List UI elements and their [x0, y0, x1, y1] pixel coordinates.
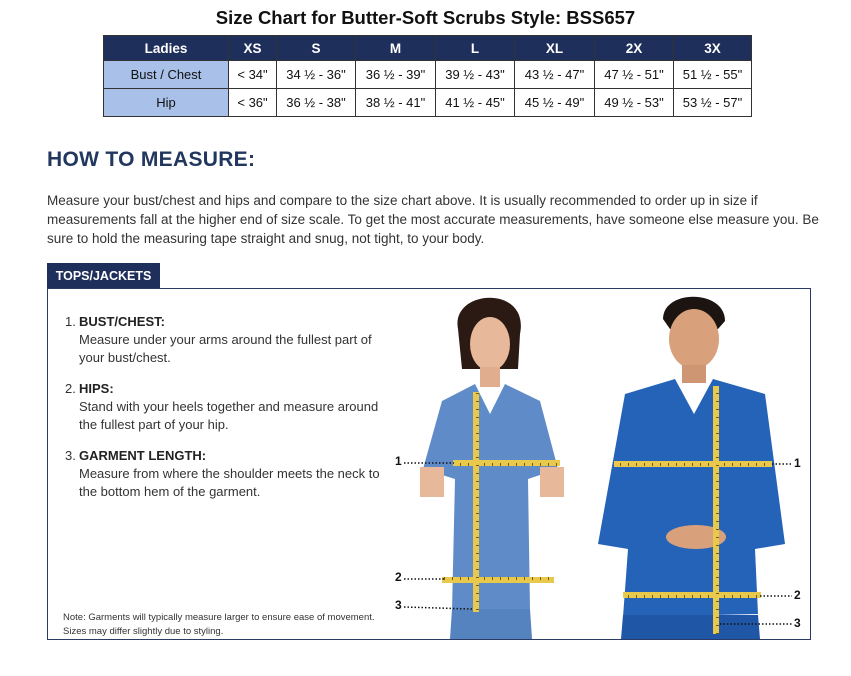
how-to-measure-text: Measure your bust/chest and hips and compare to the size chart above. It is usually recommended to order up in size if measurements fall at the higher end of size scale. To get the most accurate measurements, have someone else measure you. Be sure to hold the measuring tape straight and snug, not tight, to your body.: [47, 193, 819, 246]
woman-neck: [480, 367, 500, 387]
table-cell: 43 ½ - 47": [515, 61, 595, 89]
measurement-steps: [65, 313, 395, 514]
column-header: XS: [229, 36, 277, 61]
step-title: GARMENT LENGTH:: [79, 448, 207, 463]
table-cell: 38 ½ - 41": [356, 89, 436, 117]
table-cell: < 34": [229, 61, 277, 89]
table-row: [104, 89, 752, 117]
table-cell: 47 ½ - 51": [595, 61, 674, 89]
size-chart-table: [103, 35, 752, 117]
table-cell: 36 ½ - 39": [356, 61, 436, 89]
table-cell: 53 ½ - 57": [674, 89, 752, 117]
woman-model-figure: [420, 298, 564, 639]
table-row: [104, 61, 752, 89]
table-cell: < 36": [229, 89, 277, 117]
step-number: 2.: [65, 381, 76, 396]
woman-arm-right: [540, 467, 564, 497]
step-bust-chest: [65, 313, 395, 367]
tape-hip-man: [623, 592, 761, 598]
table-header-row: [104, 36, 752, 61]
woman-scrub-top: [423, 384, 558, 611]
tape-bust-woman: [453, 460, 560, 466]
table-cell: 51 ½ - 55": [674, 61, 752, 89]
step-number: 1.: [65, 314, 76, 329]
row-label: Hip: [104, 89, 229, 117]
woman-scrub-pants: [450, 609, 532, 639]
tape-hip-woman: [442, 577, 554, 583]
woman-face: [470, 317, 510, 371]
step-description: Stand with your heels together and measure around the fullest part of your hip.: [79, 399, 379, 432]
measurement-figures: [380, 289, 810, 639]
step-title: BUST/CHEST:: [79, 314, 165, 329]
table-cell: 45 ½ - 49": [515, 89, 595, 117]
man-scrub-top: [598, 379, 785, 617]
step-title: HIPS:: [79, 381, 114, 396]
marker-3-right: 3: [794, 616, 801, 630]
column-header: Ladies: [104, 36, 229, 61]
marker-1-left: 1: [395, 454, 402, 468]
column-header: S: [277, 36, 356, 61]
sizing-note: Note: Garments will typically measure larger to ensure ease of movement. Sizes may differ slightly due to styling.: [63, 612, 375, 637]
man-neck: [682, 365, 706, 383]
marker-2-left: 2: [395, 570, 402, 584]
step-description: Measure from where the shoulder meets the neck to the bottom hem of the garment.: [79, 466, 380, 499]
step-number: 3.: [65, 448, 76, 463]
tape-length-man: [713, 386, 719, 634]
tab-tops-jackets[interactable]: TOPS/JACKETS: [47, 263, 160, 289]
column-header: M: [356, 36, 436, 61]
table-cell: 41 ½ - 45": [436, 89, 515, 117]
column-header: XL: [515, 36, 595, 61]
marker-2-right: 2: [794, 588, 801, 602]
column-header: L: [436, 36, 515, 61]
step-description: Measure under your arms around the fullest part of your bust/chest.: [79, 332, 372, 365]
table-cell: 34 ½ - 36": [277, 61, 356, 89]
step-hips: [65, 380, 395, 434]
tape-length-woman: [473, 392, 479, 612]
man-model-figure: [598, 297, 785, 639]
marker-1-right: 1: [794, 456, 801, 470]
marker-3-left: 3: [395, 598, 402, 612]
how-to-measure-heading: HOW TO MEASURE:: [47, 148, 256, 171]
column-header: 3X: [674, 36, 752, 61]
man-scrub-pants: [621, 615, 760, 639]
table-cell: 49 ½ - 53": [595, 89, 674, 117]
column-header: 2X: [595, 36, 674, 61]
man-face: [669, 309, 719, 369]
table-cell: 39 ½ - 43": [436, 61, 515, 89]
row-label: Bust / Chest: [104, 61, 229, 89]
tape-bust-man: [614, 461, 772, 467]
table-cell: 36 ½ - 38": [277, 89, 356, 117]
woman-arm-left: [420, 467, 444, 497]
page-title: Size Chart for Butter-Soft Scrubs Style: BSS657: [215, 7, 636, 28]
step-garment-length: [65, 447, 395, 501]
